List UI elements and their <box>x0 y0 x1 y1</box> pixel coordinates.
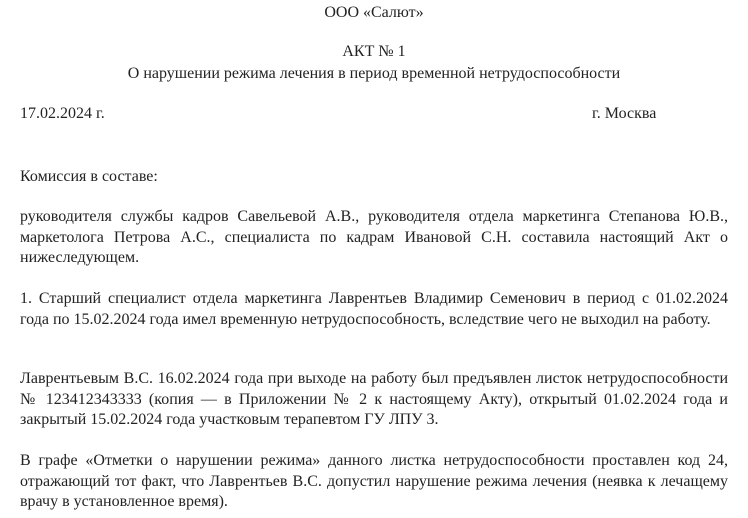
organization-name: ООО «Салют» <box>324 4 424 21</box>
paragraph-sick-leave-certificate: Лаврентьевым В.С. 16.02.2024 года при выходе на работу был предъявлен листок нетрудоспособности № 123412343333 (копия — в Приложении № 2 к настоящему Акту), открытый 01.02.2024 года и закрытый 15.02.2024 года участковым терапевтом ГУ ЛПУ 3. <box>20 370 728 429</box>
paragraph-commission-members: руководителя службы кадров Савельевой А.В., руководителя отдела маркетинга Степанова Ю.В., маркетолога Петрова А.С., специалиста по кадрам Ивановой С.Н. составила настоящий Акт о нижеследующем. <box>20 208 728 267</box>
document-city: г. Москва <box>592 105 657 122</box>
act-title: АКТ № 1 <box>342 43 406 60</box>
document-date: 17.02.2024 г. <box>20 105 105 122</box>
paragraph-incapacity-period: 1. Старший специалист отдела маркетинга Лаврентьев Владимир Семенович в период с 01.02.2024 года по 15.02.2024 года имел временную нетрудоспособность, вследствие чего не выходил на работу. <box>20 290 728 328</box>
commission-intro: Комиссия в составе: <box>20 168 158 185</box>
paragraph-regime-violation: В графе «Отметки о нарушении режима» данного листка нетрудоспособности проставлен код 24, отражающий тот факт, что Лаврентьев В.С. допустил нарушение режима лечения (неявка к лечащему врачу в установленное время). <box>20 452 728 511</box>
act-subtitle: О нарушении режима лечения в период временной нетрудоспособности <box>127 65 621 82</box>
